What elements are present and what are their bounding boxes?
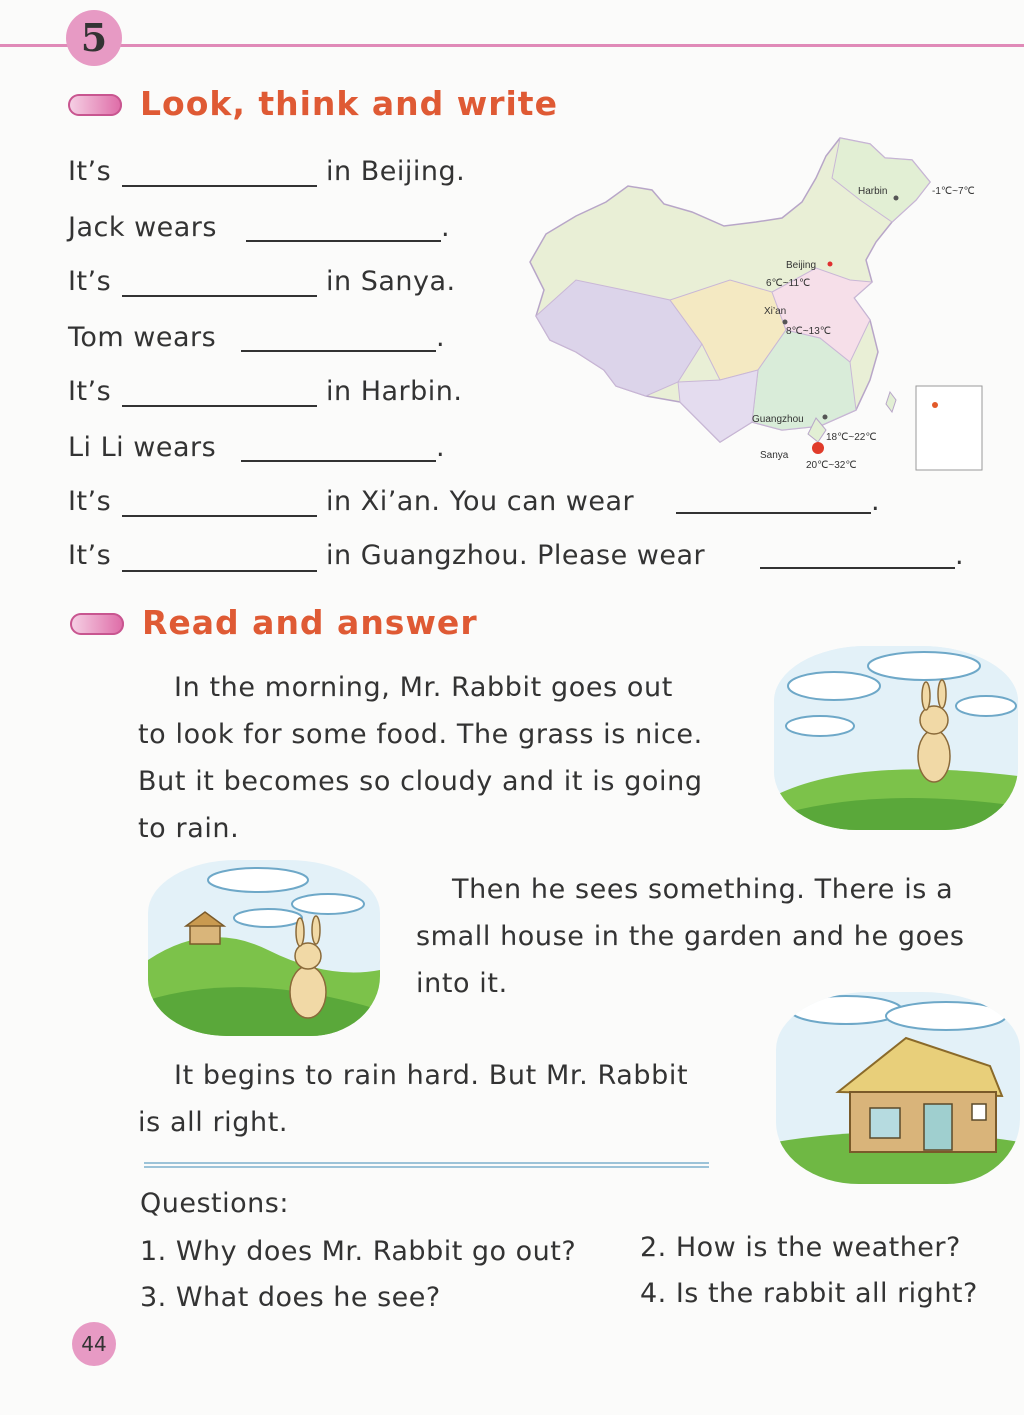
story-line: It begins to rain hard. But Mr. Rabbit [174,1060,689,1091]
row-8-start: It’s [68,540,112,571]
story-paragraph-1 [138,664,703,852]
rabbit-cloudy-illustration [774,646,1018,830]
divider-rule [144,1162,709,1164]
map-temp-xian: 8℃~13℃ [786,326,831,337]
map-label-xian: Xi’an [764,306,787,317]
row-5-start: It’s [68,376,112,407]
map-temp-sanya: 20℃~32℃ [806,460,857,471]
row-2-start: Jack wears [68,212,217,243]
row-1-end: in Beijing. [326,156,466,187]
blank-4[interactable] [241,350,436,352]
row-4-start: Tom wears [68,322,217,353]
map-label-sanya: Sanya [760,450,789,461]
blank-3[interactable] [122,295,317,297]
story-line: In the morning, Mr. Rabbit goes out [174,672,673,703]
unit-number: 5 [80,15,108,60]
house-in-rain-illustration [776,992,1020,1184]
story-line: But it becomes so cloudy and it is going [138,766,703,797]
story-line: Then he sees something. There is a [452,874,954,905]
row-8-middle: in Guangzhou. Please wear [326,540,706,571]
map-label-beijing: Beijing [786,260,817,271]
blank-8a[interactable] [122,570,317,572]
row-3-end: in Sanya. [326,266,456,297]
map-temp-guangzhou: 18℃~22℃ [826,432,877,443]
page-number-badge [72,1322,116,1366]
section-marker-icon [68,94,122,116]
row-4-end: . [436,322,446,353]
story-line: to rain. [138,813,240,844]
blank-5[interactable] [122,405,317,407]
story-paragraph-3 [138,1052,688,1146]
row-7-end: . [871,486,881,517]
row-2-end: . [441,212,451,243]
story-paragraph-2 [416,866,965,1007]
section-marker-icon [70,613,124,635]
divider-rule [144,1166,709,1168]
row-8-end: . [955,540,965,571]
blank-6[interactable] [241,460,436,462]
blank-2[interactable] [246,240,441,242]
row-3-start: It’s [68,266,112,297]
blank-1[interactable] [122,185,317,187]
row-7-start: It’s [68,486,112,517]
map-temp-beijing: 6℃~11℃ [766,278,811,289]
row-7-middle: in Xi’an. You can wear [326,486,635,517]
map-label-guangzhou: Guangzhou [752,414,804,425]
story-line: into it. [416,968,508,999]
china-weather-map [520,130,990,475]
row-1-start: It’s [68,156,112,187]
question-2: 2. How is the weather? [640,1232,961,1263]
page-number: 44 [81,1332,107,1356]
map-temp-harbin: -1℃~7℃ [932,186,975,197]
row-6-start: Li Li wears [68,432,217,463]
section-title-read-and-answer: Read and answer [142,603,478,642]
section-title-look-think-write: Look, think and write [140,84,558,123]
question-3: 3. What does he see? [140,1282,441,1313]
rabbit-sees-house-illustration [148,860,380,1036]
questions-label: Questions: [140,1188,289,1219]
row-5-end: in Harbin. [326,376,463,407]
question-4: 4. Is the rabbit all right? [640,1278,978,1309]
story-line: to look for some food. The grass is nice. [138,719,703,750]
map-label-harbin: Harbin [858,186,888,197]
unit-number-badge [66,10,122,66]
story-line: is all right. [138,1107,289,1138]
header-rule [0,44,1024,47]
row-6-end: . [436,432,446,463]
blank-7a[interactable] [122,515,317,517]
story-line: small house in the garden and he goes [416,921,965,952]
blank-8b[interactable] [760,567,955,569]
question-1: 1. Why does Mr. Rabbit go out? [140,1236,577,1267]
blank-7b[interactable] [676,512,871,514]
